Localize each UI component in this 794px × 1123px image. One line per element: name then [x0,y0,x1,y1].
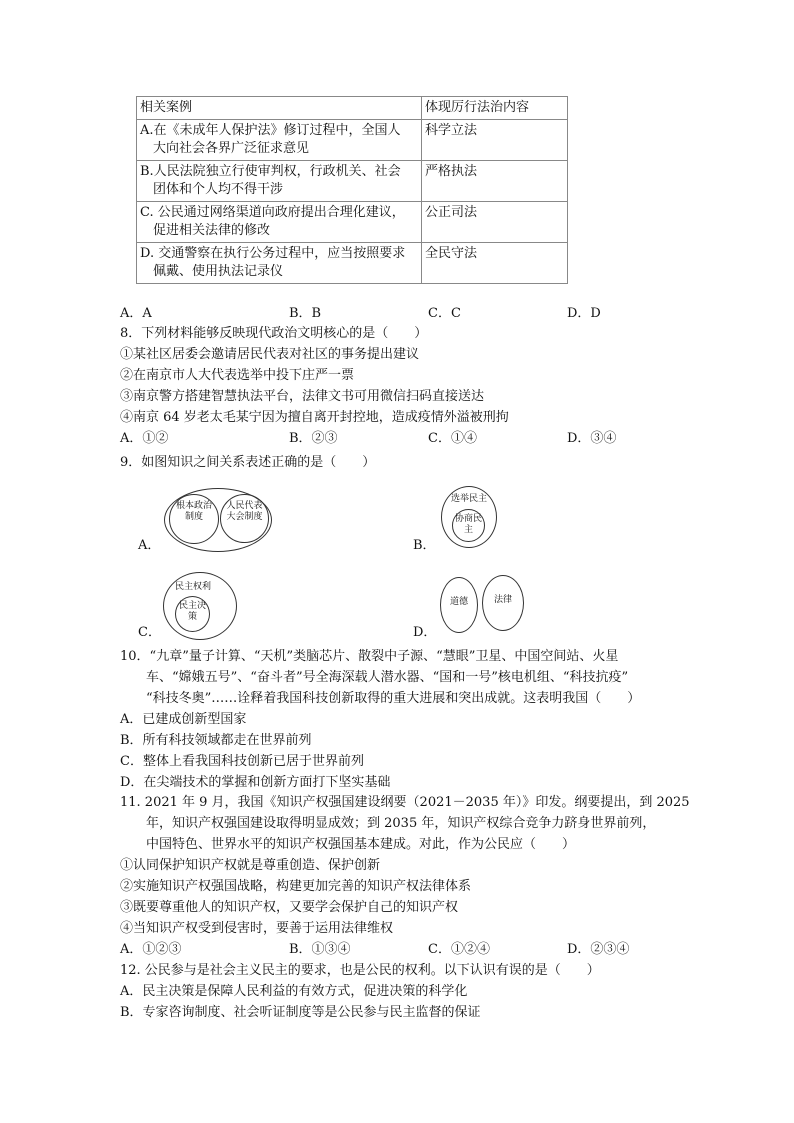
q11-item: ①认同保护知识产权就是尊重创造、保护创新 [120,858,381,873]
q11-stem-line: 年，知识产权强国建设取得明显成效；到 2035 年，知识产权综合竞争力跻身世界前列， [146,816,656,831]
q11-option-c: C．①②④ [428,942,490,957]
circle-label-left: 根本政治制度 [176,501,213,522]
q8-option-b: B．②③ [289,431,338,446]
q8-item: ④南京 64 岁老太毛某宁因为擅自离开封控地，造成疫情外溢被刑拘 [120,410,509,425]
table-row [137,202,568,243]
case-line: 团体和个人均不得干涉 [153,182,284,197]
q7-option-b: B．B [289,306,322,321]
q8-option-c: C．①④ [428,431,477,446]
circle-label-right: 人民代表大会制度 [226,501,263,522]
q7-option-a: A．A [120,306,152,321]
q8-option-d: D．③④ [567,431,617,446]
inner-label: 协商民主 [455,514,483,535]
q12-option-b: B．专家咨询制度、社会听证制度等是公民参与民主监督的保证 [120,1005,481,1020]
q10-option-c: C．整体上看我国科技创新已居于世界前列 [120,754,364,769]
q8-item: ②在南京市人大代表选举中投下庄严一票 [120,368,355,383]
case-line: A.在《未成年人保护法》修订过程中，全国人 [140,123,401,138]
left-label: 道德 [449,597,468,607]
q9-option-d-label: D． [413,625,437,640]
q11-stem-line: 中国特色、世界水平的知识产权强国基本建成。对此，作为公民应（ ） [146,837,576,852]
case-line: C. 公民通过网络渠道向政府提出合理化建议， [140,205,405,220]
q8-item: ①某社区居委会邀请居民代表对社区的事务提出建议 [120,347,420,362]
inner-label: 民主决策 [179,601,207,622]
q8-option-a: A．①② [120,431,169,446]
q10-option-a: A．已建成创新型国家 [120,712,247,727]
outer-label: 民主权利 [174,582,211,592]
case-line: 大向社会各界广泛征求意见 [153,141,310,156]
q9-stem: 9．如图知识之间关系表述正确的是（ ） [120,455,376,470]
q10-option-d: D．在尖端技术的掌握和创新方面打下坚实基础 [120,775,391,790]
content-cell: 公正司法 [422,202,568,243]
q9-option-b-label: B． [413,538,436,553]
table-header-row [137,97,568,120]
table-row [137,161,568,202]
content-cell: 严格执法 [422,161,568,202]
q10-stem-line: “科技冬奥”……诠释着我国科技创新取得的重大进展和突出成就。这表明我国（ ） [146,691,641,706]
q7-option-c: C．C [428,306,461,321]
content-cell: 科学立法 [422,120,568,161]
q7-option-d: D．D [567,306,601,321]
q11-item: ②实施知识产权强国战略，构建更加完善的知识产权法律体系 [120,879,472,894]
q11-option-d: D．②③④ [567,942,630,957]
q11-option-b: B．①③④ [289,942,351,957]
table-row [137,120,568,161]
q9-option-c-label: C． [138,625,161,640]
table-row [137,243,568,284]
q12-stem: 12. 公民参与是社会主义民主的要求，也是公民的权利。以下认识有误的是（ ） [120,963,600,978]
table-header-content: 体现厉行法治内容 [422,97,568,120]
content-cell: 全民守法 [422,243,568,284]
q11-stem-line: 11. 2021 年 9 月，我国《知识产权强国建设纲要（2021－2035 年）》印发。纲要提出，到 2025 [120,795,690,810]
case-line: D. 交通警察在执行公务过程中，应当按照要求 [140,246,406,261]
q11-item: ③既要尊重他人的知识产权，又要学会保护自己的知识产权 [120,900,459,915]
q11-item: ④当知识产权受到侵害时，要善于运用法律维权 [120,921,394,936]
q10-stem-line: 车、“嫦娥五号”、“奋斗者”号全海深载人潜水器、“国和一号”核电机组、“科技抗疫” [146,670,629,685]
case-line: B.人民法院独立行使审判权，行政机关、社会 [140,164,401,179]
case-line: 促进相关法律的修改 [153,223,271,238]
q8-item: ③南京警方搭建智慧执法平台，法律文书可用微信扫码直接送达 [120,389,485,404]
q12-option-a: A．民主决策是保障人民利益的有效方式，促进决策的科学化 [120,984,468,999]
q8-stem: 8．下列材料能够反映现代政治文明核心的是（ ） [120,326,428,341]
case-table [136,96,568,284]
right-label: 法律 [493,595,512,605]
q10-stem-line: 10．“九章”量子计算、“天机”类脑芯片、散裂中子源、“慧眼”卫星、中国空间站、火星 [120,649,619,664]
outer-label: 选举民主 [450,494,487,504]
case-line: 佩戴、使用执法记录仪 [153,264,284,279]
table-header-case: 相关案例 [137,97,422,120]
q9-option-a-label: A． [138,538,161,553]
q11-option-a: A．①②③ [120,942,182,957]
q10-option-b: B．所有科技领域都走在世界前列 [120,733,312,748]
